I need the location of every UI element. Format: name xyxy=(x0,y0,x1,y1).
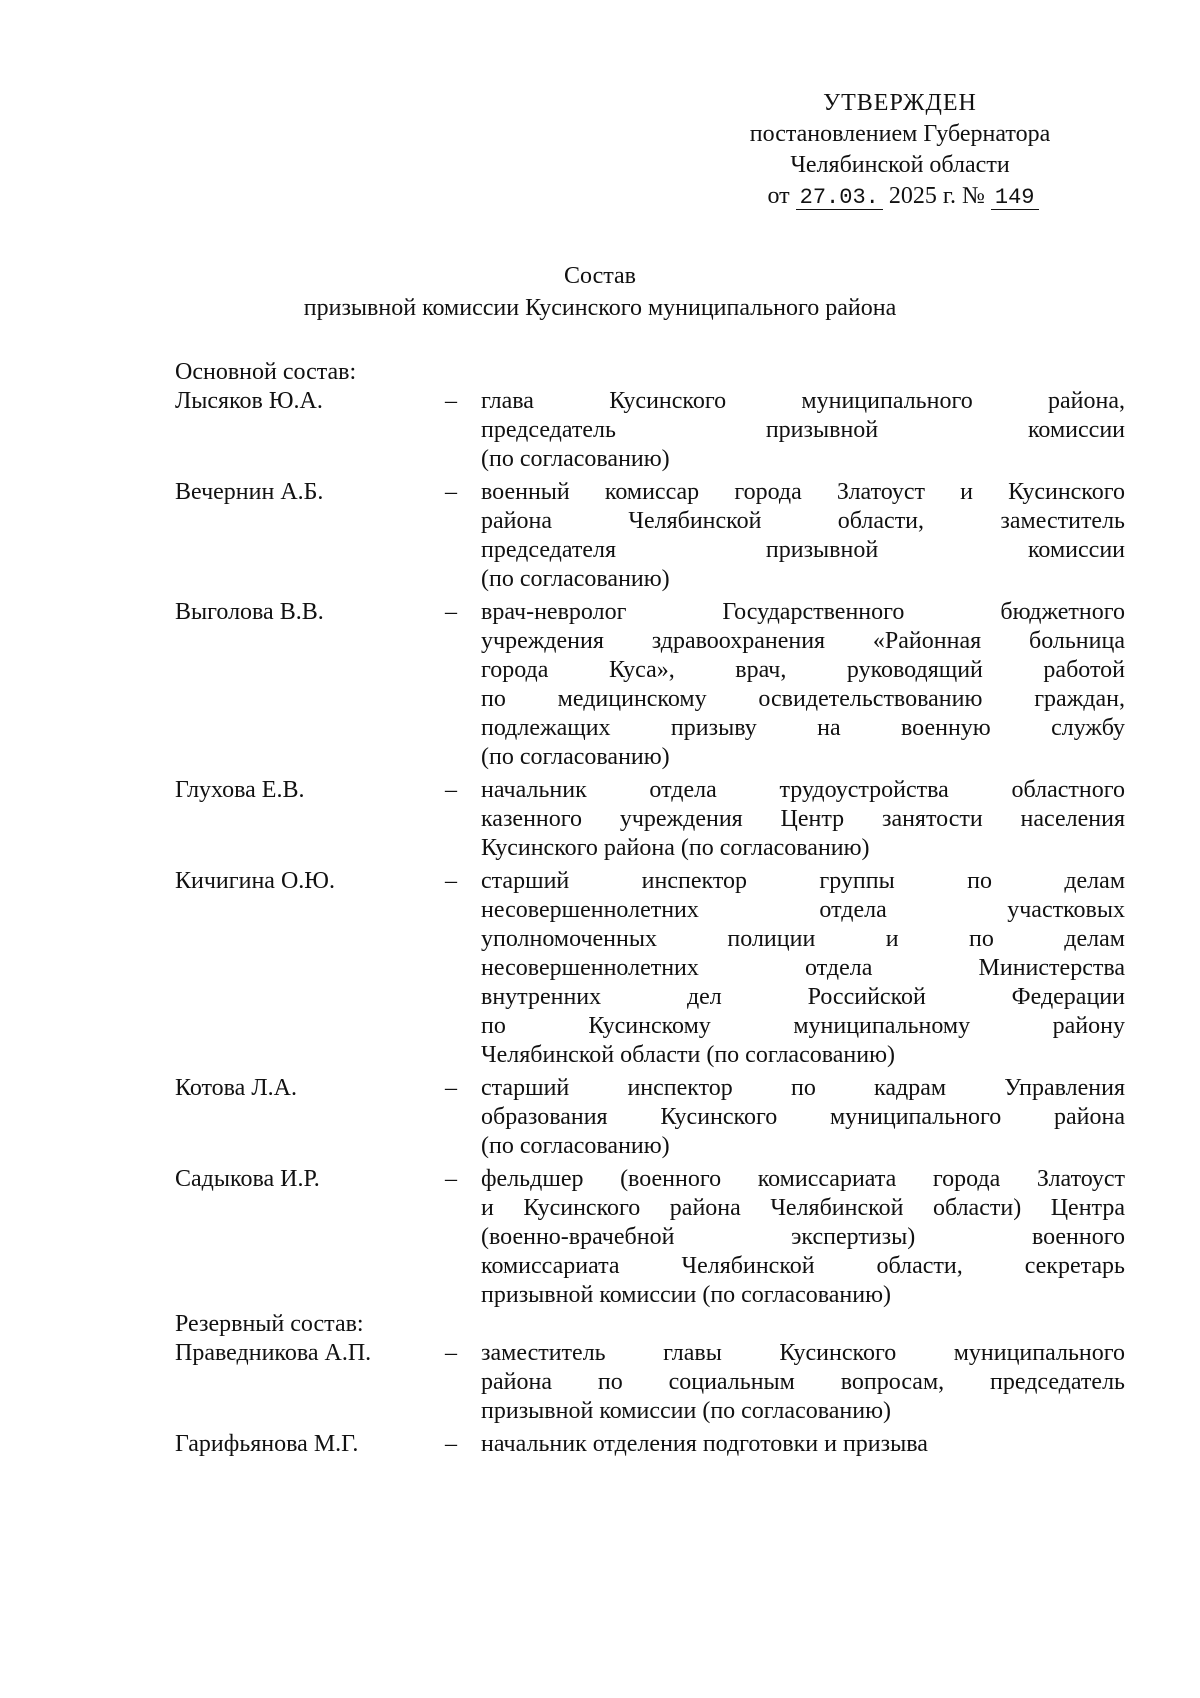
document-title xyxy=(0,260,1200,324)
member-name: Котова Л.А. xyxy=(175,1075,297,1101)
position-line: (по согласованию) xyxy=(481,1133,670,1159)
position-line: и Кусинского района Челябинской области) Центра xyxy=(481,1195,1125,1221)
main-section-heading: Основной состав: xyxy=(175,359,357,385)
position-line: по Кусинскому муниципальному району xyxy=(481,1013,1125,1039)
member-row xyxy=(175,387,1125,474)
position-line: района Челябинской области, заместитель xyxy=(481,508,1125,534)
member-dash: – xyxy=(445,388,457,414)
member-dash: – xyxy=(445,479,457,505)
commission-list xyxy=(175,358,1125,1459)
position-line: подлежащих призыву на военную службу xyxy=(481,715,1125,741)
position-line: внутренних дел Российской Федерации xyxy=(481,984,1125,1010)
position-line: образования Кусинского муниципального района xyxy=(481,1104,1125,1130)
position-line: призывной комиссии (по согласованию) xyxy=(481,1282,891,1308)
member-row xyxy=(175,1339,1125,1426)
position-line: Челябинской области (по согласованию) xyxy=(481,1042,895,1068)
reserve-members xyxy=(175,1339,1125,1459)
member-position xyxy=(481,776,1125,863)
date-prefix: от xyxy=(767,183,790,209)
member-name: Гарифьянова М.Г. xyxy=(175,1431,359,1457)
position-line: глава Кусинского муниципального района, xyxy=(481,388,1125,414)
position-line: (по согласованию) xyxy=(481,446,670,472)
member-row xyxy=(175,1165,1125,1310)
member-row xyxy=(175,1074,1125,1161)
position-line: начальник отдела трудоустройства областного xyxy=(481,777,1125,803)
position-line: старший инспектор по кадрам Управления xyxy=(481,1075,1125,1101)
member-position xyxy=(481,387,1125,474)
member-name: Выголова В.В. xyxy=(175,599,324,625)
position-line: призывной комиссии (по согласованию) xyxy=(481,1398,891,1424)
position-line: старший инспектор группы по делам xyxy=(481,868,1125,894)
position-line: комиссариата Челябинской области, секретарь xyxy=(481,1253,1125,1279)
position-line: (по согласованию) xyxy=(481,744,670,770)
member-dash: – xyxy=(445,1340,457,1366)
member-row xyxy=(175,478,1125,594)
position-line: Кусинского района (по согласованию) xyxy=(481,835,870,861)
member-row xyxy=(175,776,1125,863)
position-line: уполномоченных полиции и по делам xyxy=(481,926,1125,952)
member-dash: – xyxy=(445,868,457,894)
member-row xyxy=(175,867,1125,1070)
member-position xyxy=(481,1165,1125,1310)
approval-block xyxy=(700,88,1100,212)
approval-number: 149 xyxy=(991,187,1039,210)
position-line: учреждения здравоохранения «Районная больница xyxy=(481,628,1125,654)
member-name: Лысяков Ю.А. xyxy=(175,388,323,414)
member-row xyxy=(175,598,1125,772)
position-line: председателя призывной комиссии xyxy=(481,537,1125,563)
position-line: военный комиссар города Златоуст и Кусинского xyxy=(481,479,1125,505)
main-members xyxy=(175,387,1125,1310)
approval-year: 2025 г. № xyxy=(888,183,985,209)
position-line: казенного учреждения Центр занятости населения xyxy=(481,806,1125,832)
member-position xyxy=(481,867,1125,1070)
member-row xyxy=(175,1430,1125,1459)
position-line: несовершеннолетних отдела Министерства xyxy=(481,955,1125,981)
member-position xyxy=(481,1339,1125,1426)
reserve-section-heading: Резервный состав: xyxy=(175,1311,364,1337)
approval-line-2: Челябинской области xyxy=(790,152,1010,178)
member-dash: – xyxy=(445,1075,457,1101)
position-line: председатель призывной комиссии xyxy=(481,417,1125,443)
member-position xyxy=(481,1074,1125,1161)
member-name: Кичигина О.Ю. xyxy=(175,868,335,894)
position-line: района по социальным вопросам, председатель xyxy=(481,1369,1125,1395)
member-position xyxy=(481,598,1125,772)
member-position xyxy=(481,1430,1125,1459)
title-line-1: Состав xyxy=(563,263,637,289)
position-line: заместитель главы Кусинского муниципального xyxy=(481,1340,1125,1366)
member-name: Вечернин А.Б. xyxy=(175,479,324,505)
member-name: Праведникова А.П. xyxy=(175,1340,372,1366)
position-line: (военно-врачебной экспертизы) военного xyxy=(481,1224,1125,1250)
position-line: по медицинскому освидетельствованию граждан, xyxy=(481,686,1125,712)
position-line: начальник отделения подготовки и призыва xyxy=(481,1431,928,1457)
title-line-2: призывной комиссии Кусинского муниципального района xyxy=(303,295,897,321)
position-line: фельдшер (военного комиссариата города Златоуст xyxy=(481,1166,1125,1192)
position-line: врач-невролог Государственного бюджетного xyxy=(481,599,1125,625)
member-name: Глухова Е.В. xyxy=(175,777,305,803)
member-dash: – xyxy=(445,777,457,803)
approval-date-line xyxy=(706,181,1100,212)
approval-date: 27.03. xyxy=(796,187,883,210)
member-dash: – xyxy=(445,1166,457,1192)
member-dash: – xyxy=(445,599,457,625)
approval-line-1: постановлением Губернатора xyxy=(749,121,1051,147)
position-line: города Куса», врач, руководящий работой xyxy=(481,657,1125,683)
member-dash: – xyxy=(445,1431,457,1457)
position-line: (по согласованию) xyxy=(481,566,670,592)
member-name: Садыкова И.Р. xyxy=(175,1166,320,1192)
approval-heading: УТВЕРЖДЕН xyxy=(823,90,977,116)
position-line: несовершеннолетних отдела участковых xyxy=(481,897,1125,923)
member-position xyxy=(481,478,1125,594)
